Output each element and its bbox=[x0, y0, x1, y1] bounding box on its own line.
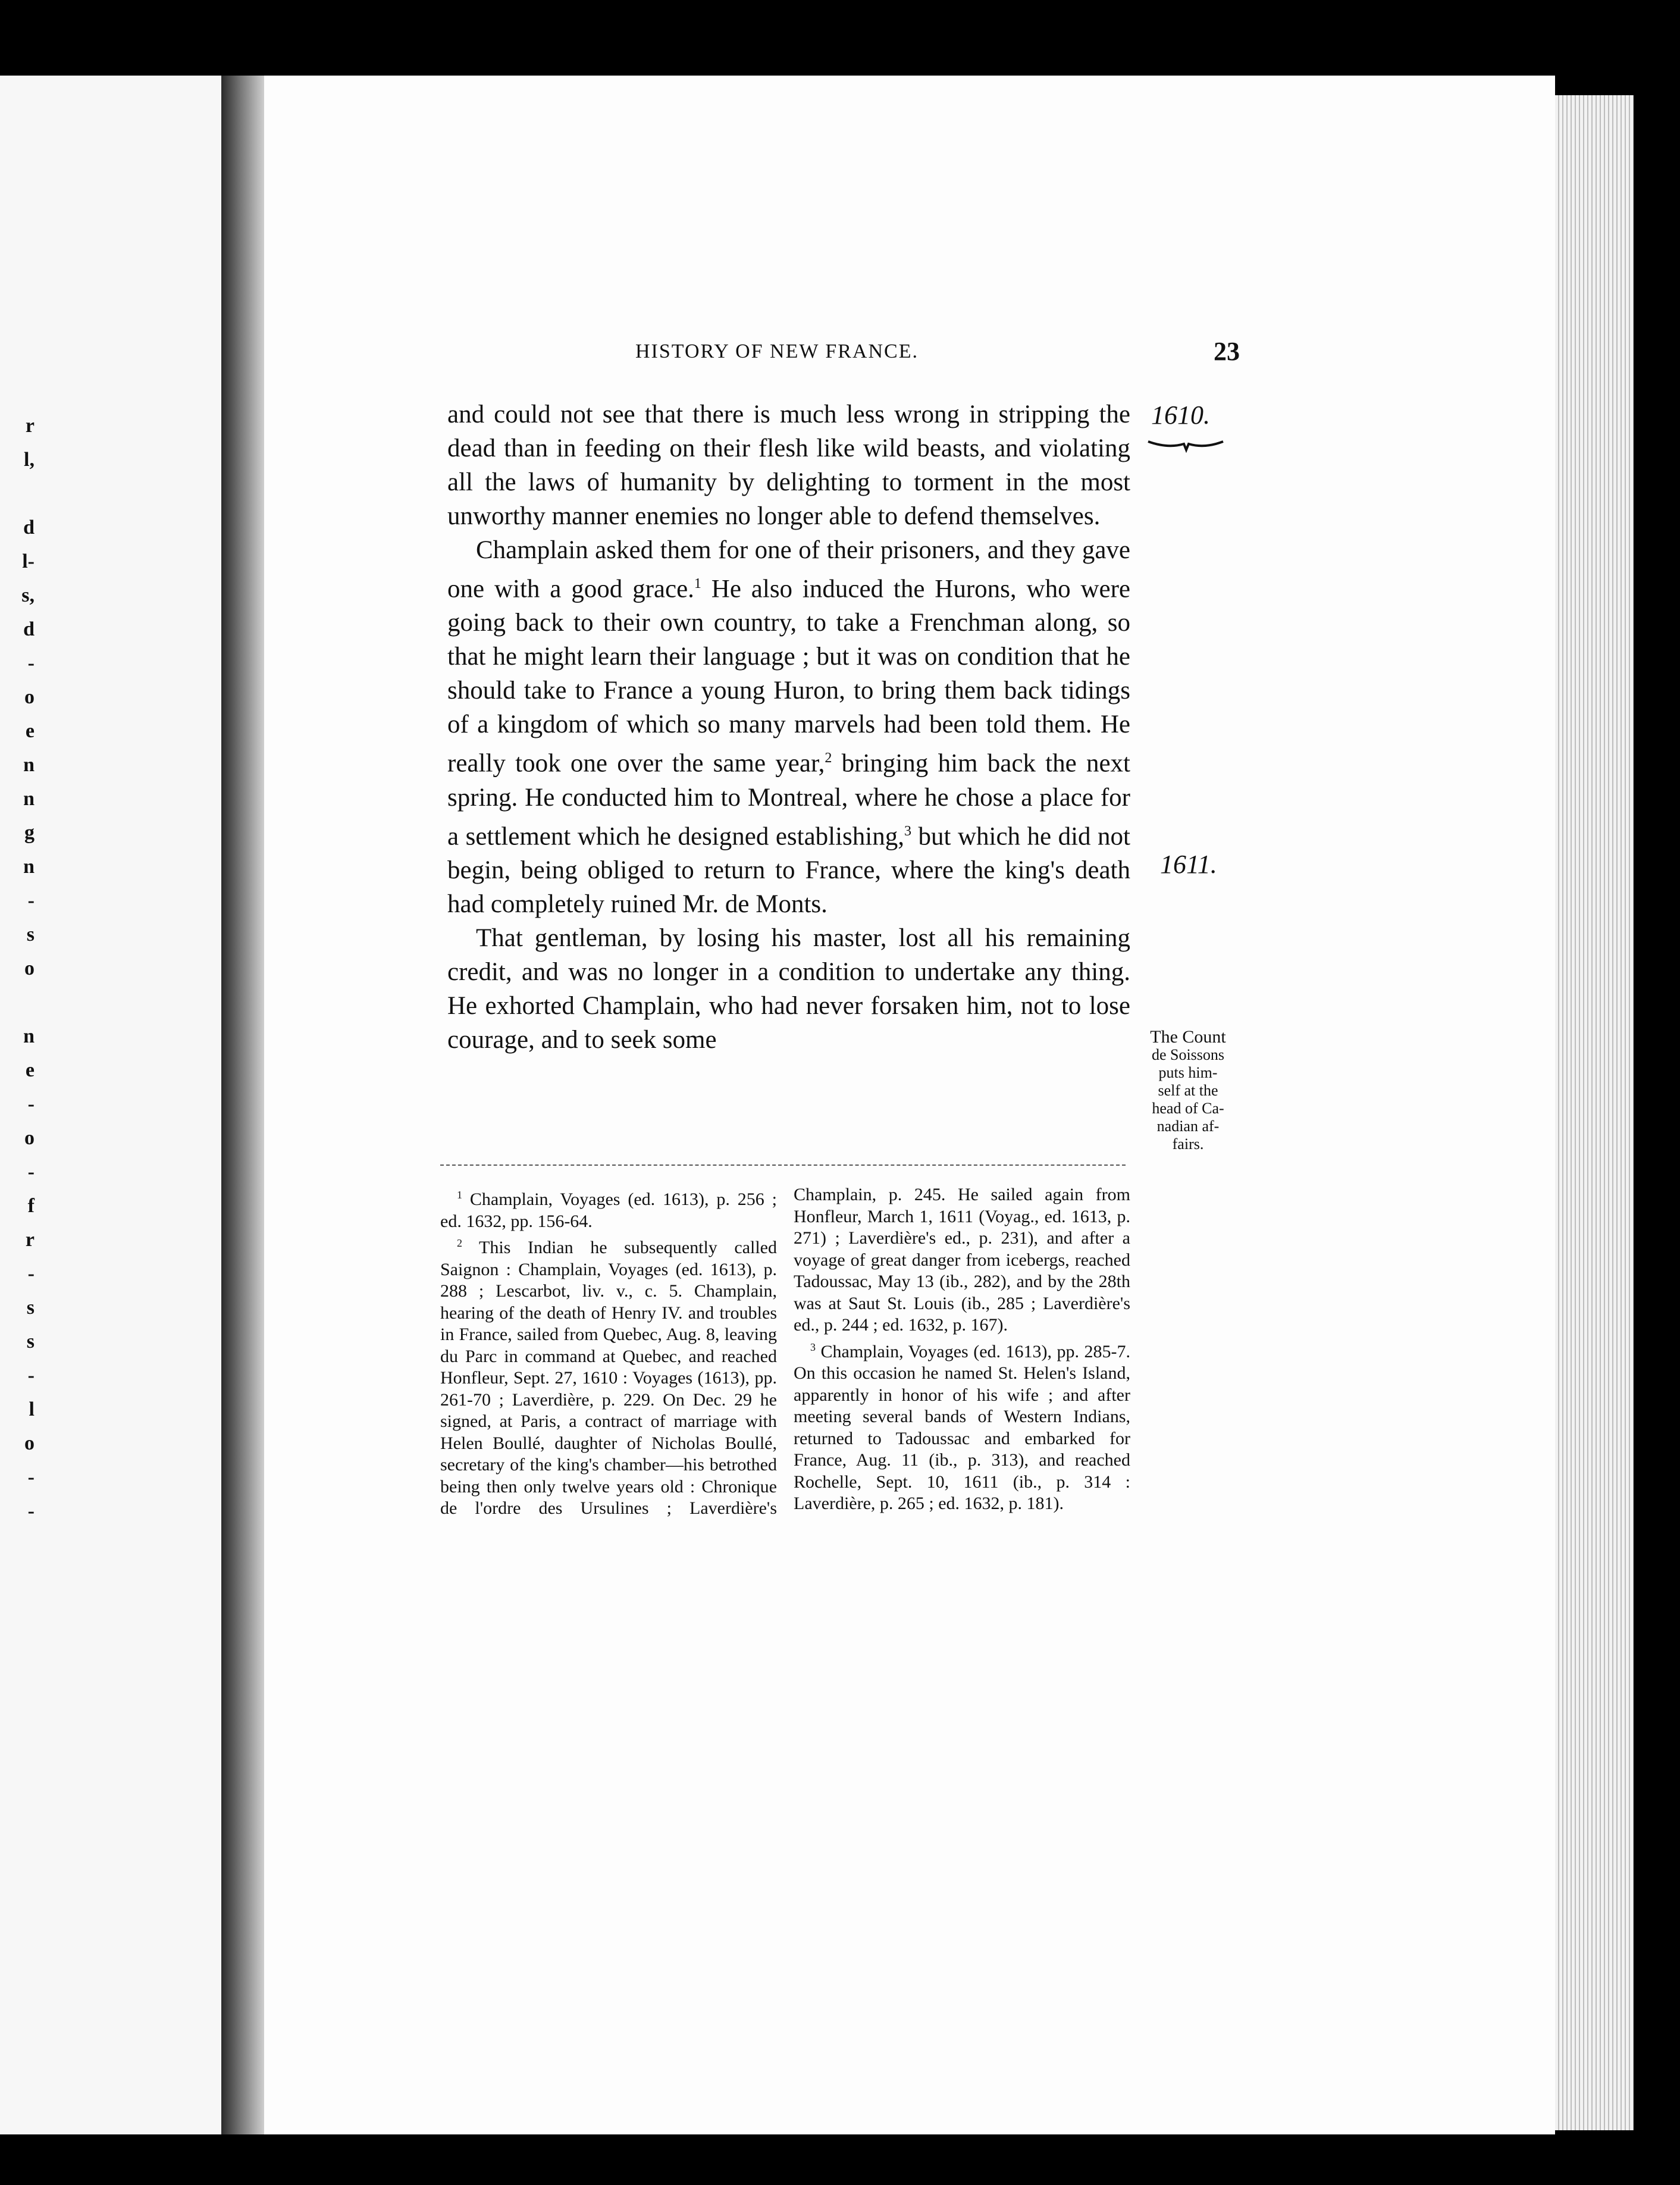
sidenote-line: de Soissons bbox=[1151, 1046, 1225, 1063]
sidenote bbox=[1135, 1028, 1241, 1153]
edge-char: s bbox=[26, 1331, 35, 1353]
running-head: HISTORY OF NEW FRANCE. bbox=[635, 340, 919, 362]
sidenote-line: puts him- bbox=[1158, 1064, 1218, 1081]
margin-brace bbox=[1147, 436, 1224, 453]
footnote-text: This Indian he subsequently called Saignon : Champlain, Voyages (ed. 1613), p. 288 ; Lescarbot, liv. v., c. 5. Champlain, hearing of the death of Henry IV. and troubles in France, sailed from Quebec, Aug. 8, leaving du Parc in command at Quebec, and reached Honfleur, Sept. 27, 1610 : Voyages (1613), pp. 261-70 ; Laverdière, p. 229. On Dec. 29 he signed, at Paris, a contract of marriage with Helen Boullé, daughter of Nicholas Boullé, secretary of the king's chamber—his betrothed being then only twelve years old : Chronique de l'ordre des Ursulines ; Laverdière's Champlain, p. 245. He sailed again from Honfleur, March 1, 1611 (Voyag., ed. 1613, p. 271) ; Laverdière's ed., p. 231), and after a voyage of great danger from icebergs, reached Tadoussac, May 13 (ib., 282), and by the 28th was at Saut St. Louis (ib., 285 ; Laverdière's ed., p. 244 ; ed. 1632, p. 167). bbox=[440, 1185, 1130, 1518]
edge-char: l- bbox=[22, 550, 35, 572]
paragraph bbox=[447, 533, 1130, 921]
edge-char: d bbox=[23, 618, 35, 640]
text-run: Champlain asked them for one of their prisoners, and they gave one with a good grace. bbox=[447, 536, 1130, 603]
edge-char: - bbox=[27, 1093, 35, 1115]
edge-char: r bbox=[25, 1229, 35, 1251]
edge-char: n bbox=[23, 856, 35, 878]
text-run: He also induced the Hurons, who were going back to their own country, to take a Frenchman along, so that he might learn their language ; but it was on condition that he should take to France a young Huron, to bring them back tidings of a kingdom of which so many marvels had been told them. He really took one over the same year, bbox=[447, 575, 1130, 778]
edge-char: l, bbox=[24, 449, 35, 471]
footnote-ref: 1 bbox=[694, 576, 701, 591]
edge-char: o bbox=[24, 957, 35, 979]
text-run: but which he did not begin, being obliged to return to France, where the king's death had completely ruined Mr. de Monts. bbox=[447, 822, 1130, 918]
edge-char bbox=[0, 477, 35, 511]
margin-year-1610: 1610. bbox=[1151, 400, 1210, 430]
edge-char: s bbox=[26, 1297, 35, 1319]
book-gutter bbox=[221, 76, 264, 2134]
footnote-rule bbox=[440, 1165, 1126, 1166]
edge-char: e bbox=[25, 1059, 35, 1081]
edge-char: - bbox=[27, 1500, 35, 1522]
edge-char: n bbox=[23, 1025, 35, 1047]
sidenote-line: The Count bbox=[1150, 1027, 1226, 1047]
edge-char: - bbox=[27, 890, 35, 912]
edge-char: s, bbox=[21, 584, 35, 606]
footnote-text: Champlain, Voyages (ed. 1613), p. 256 ; ed. 1632, pp. 156-64. bbox=[440, 1189, 777, 1231]
margin-year-1611: 1611. bbox=[1160, 850, 1217, 879]
sidenote-line: nadian af- bbox=[1156, 1117, 1220, 1135]
edge-char: - bbox=[27, 1364, 35, 1386]
edge-char: n bbox=[23, 788, 35, 810]
text-run: bringing him back the next spring. He conducted him to Montreal, where he chose a place for a settlement which he designed establishing, bbox=[447, 749, 1130, 850]
facing-page-edge-text bbox=[0, 409, 35, 1528]
edge-char: e bbox=[25, 720, 35, 742]
book-page bbox=[264, 76, 1555, 2134]
edge-char: - bbox=[27, 1466, 35, 1488]
edge-char: l bbox=[29, 1398, 35, 1420]
edge-char: - bbox=[27, 1161, 35, 1183]
footnote bbox=[440, 1184, 777, 1232]
footnote-ref: 3 bbox=[904, 823, 911, 839]
edge-char: o bbox=[24, 686, 35, 708]
edge-char bbox=[0, 985, 35, 1019]
sidenote-line: head of Ca- bbox=[1152, 1100, 1224, 1117]
edge-char: r bbox=[25, 415, 35, 437]
edge-char: o bbox=[24, 1432, 35, 1454]
footnote-mark: 1 bbox=[457, 1189, 462, 1201]
edge-char: n bbox=[23, 754, 35, 776]
footnote-mark: 2 bbox=[457, 1237, 462, 1249]
paragraph: and could not see that there is much less wrong in stripping the dead than in feeding on their flesh like wild beasts, and violating all the laws of humanity by delighting to torment in the most unworthy manner enemies no longer able to defend themselves. bbox=[447, 400, 1130, 530]
page-number: 23 bbox=[1214, 337, 1240, 366]
sidenote-line: self at the bbox=[1158, 1082, 1218, 1099]
body-text bbox=[447, 397, 1130, 1057]
edge-char: f bbox=[27, 1195, 35, 1217]
footnote-ref: 2 bbox=[825, 750, 832, 766]
edge-char: s bbox=[26, 924, 35, 946]
edge-char: - bbox=[27, 652, 35, 674]
edge-char: d bbox=[23, 516, 35, 539]
page-edges bbox=[1555, 95, 1634, 2130]
footnote bbox=[794, 1336, 1130, 1515]
edge-char: g bbox=[24, 822, 35, 844]
paragraph: That gentleman, by losing his master, lost all his remaining credit, and was no longer in a condition to undertake any thing. He exhorted Champlain, who had never forsaken him, not to lose courage, and to seek some bbox=[447, 924, 1130, 1054]
footnotes bbox=[440, 1184, 1130, 1660]
sidenote-line: fairs. bbox=[1172, 1135, 1204, 1153]
footnote-mark: 3 bbox=[810, 1341, 816, 1353]
facing-page bbox=[0, 76, 221, 2134]
edge-char: - bbox=[27, 1263, 35, 1285]
edge-char: o bbox=[24, 1127, 35, 1149]
footnote-text: Champlain, Voyages (ed. 1613), pp. 285-7. On this occasion he named St. Helen's Island, apparently in honor of his wife ; and after meeting several bands of Western Indians, returned to Tadoussac and embarked for France, Aug. 11 (ib., p. 313), and reached Rochelle, Sept. 10, 1611 (ib., p. 314 : Laverdière, p. 265 ; ed. 1632, p. 181). bbox=[794, 1341, 1130, 1513]
